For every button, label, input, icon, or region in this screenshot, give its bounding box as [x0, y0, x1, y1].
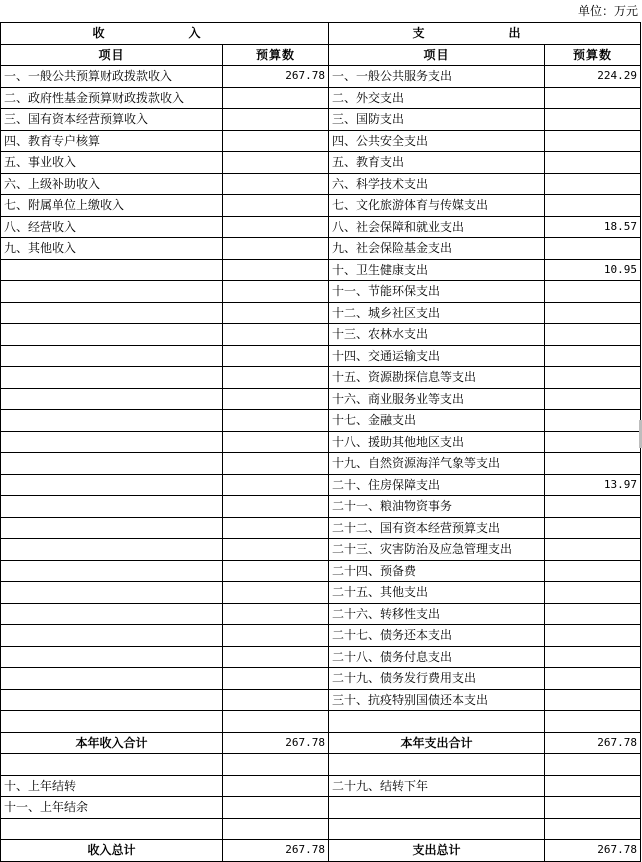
table-row — [1, 238, 641, 260]
income-budget-cell — [223, 689, 329, 711]
income-budget-cell — [223, 388, 329, 410]
expense-item-cell: 十四、交通运输支出 — [329, 345, 545, 367]
income-budget-cell — [223, 259, 329, 281]
income-item-cell: 六、上级补助收入 — [1, 173, 223, 195]
expense-item-cell: 二十、住房保障支出 — [329, 474, 545, 496]
table-row — [1, 775, 641, 797]
income-item-cell: 五、事业收入 — [1, 152, 223, 174]
expense-item-cell: 十二、城乡社区支出 — [329, 302, 545, 324]
income-item-cell — [1, 646, 223, 668]
expense-budget-cell — [545, 496, 641, 518]
expense-budget-header: 预算数 — [545, 44, 641, 66]
budget-table — [0, 22, 641, 862]
table-row — [1, 582, 641, 604]
income-item-cell: 二、政府性基金预算财政拨款收入 — [1, 87, 223, 109]
income-budget-cell — [223, 603, 329, 625]
table-row — [1, 754, 641, 776]
table-row — [1, 324, 641, 346]
expense-budget-cell: 224.29 — [545, 66, 641, 88]
income-budget-cell — [223, 302, 329, 324]
table-row — [1, 281, 641, 303]
income-item-cell: 三、国有资本经营预算收入 — [1, 109, 223, 131]
income-budget-cell — [223, 582, 329, 604]
table-row — [1, 474, 641, 496]
income-item-cell — [1, 754, 223, 776]
expense-item-cell: 十八、援助其他地区支出 — [329, 431, 545, 453]
income-budget-cell — [223, 431, 329, 453]
income-item-cell — [1, 302, 223, 324]
table-row — [1, 66, 641, 88]
income-budget-cell — [223, 324, 329, 346]
expense-budget-cell — [545, 603, 641, 625]
income-item-cell — [1, 560, 223, 582]
expense-item-cell: 二十六、转移性支出 — [329, 603, 545, 625]
expense-budget-cell — [545, 109, 641, 131]
expense-item-cell: 二十三、灾害防治及应急管理支出 — [329, 539, 545, 561]
income-item-cell: 四、教育专户核算 — [1, 130, 223, 152]
income-budget-cell — [223, 517, 329, 539]
table-row — [1, 388, 641, 410]
expense-budget-cell — [545, 87, 641, 109]
income-budget-cell — [223, 496, 329, 518]
income-item-cell — [1, 453, 223, 475]
expense-item-cell — [329, 797, 545, 819]
income-budget-cell — [223, 818, 329, 840]
income-item-cell — [1, 539, 223, 561]
expense-item-cell: 二十五、其他支出 — [329, 582, 545, 604]
table-row — [1, 345, 641, 367]
table-row — [1, 539, 641, 561]
expense-budget-cell — [545, 582, 641, 604]
table-row — [1, 410, 641, 432]
expense-item-cell: 七、文化旅游体育与传媒支出 — [329, 195, 545, 217]
income-item-cell — [1, 582, 223, 604]
expense-item-cell — [329, 711, 545, 733]
expense-budget-cell — [545, 367, 641, 389]
table-row — [1, 431, 641, 453]
income-budget-cell: 267.78 — [223, 66, 329, 88]
income-item-cell — [1, 603, 223, 625]
year-total-row-income-value: 267.78 — [223, 732, 329, 754]
income-budget-cell — [223, 539, 329, 561]
expense-item-cell: 三、国防支出 — [329, 109, 545, 131]
expense-budget-cell — [545, 539, 641, 561]
income-item-cell — [1, 431, 223, 453]
expense-item-cell: 二、外交支出 — [329, 87, 545, 109]
income-section-header: 收 入 — [1, 23, 329, 45]
income-budget-cell — [223, 646, 329, 668]
income-item-cell — [1, 410, 223, 432]
income-item-cell: 一、一般公共预算财政拨款收入 — [1, 66, 223, 88]
expense-item-cell: 三十、抗疫特别国债还本支出 — [329, 689, 545, 711]
expense-budget-cell — [545, 560, 641, 582]
income-item-cell — [1, 259, 223, 281]
income-budget-cell — [223, 367, 329, 389]
expense-item-cell: 二十八、债务付息支出 — [329, 646, 545, 668]
table-row — [1, 216, 641, 238]
table-row — [1, 496, 641, 518]
expense-budget-cell — [545, 517, 641, 539]
grand-total-row-income-label: 收入总计 — [1, 840, 223, 862]
expense-budget-cell — [545, 173, 641, 195]
table-row — [1, 797, 641, 819]
year-total-row-expense-label: 本年支出合计 — [329, 732, 545, 754]
table-row — [1, 453, 641, 475]
expense-item-cell: 八、社会保障和就业支出 — [329, 216, 545, 238]
expense-item-cell: 十六、商业服务业等支出 — [329, 388, 545, 410]
expense-item-cell: 六、科学技术支出 — [329, 173, 545, 195]
income-budget-cell — [223, 668, 329, 690]
income-item-header: 项目 — [1, 44, 223, 66]
income-budget-cell — [223, 474, 329, 496]
expense-item-cell: 十一、节能环保支出 — [329, 281, 545, 303]
expense-budget-cell — [545, 797, 641, 819]
income-item-cell — [1, 711, 223, 733]
expense-budget-cell — [545, 324, 641, 346]
income-item-cell: 七、附属单位上缴收入 — [1, 195, 223, 217]
table-row — [1, 173, 641, 195]
expense-budget-cell — [545, 453, 641, 475]
expense-item-cell: 十七、金融支出 — [329, 410, 545, 432]
income-item-cell — [1, 818, 223, 840]
income-item-cell: 八、经营收入 — [1, 216, 223, 238]
income-item-cell — [1, 496, 223, 518]
year-total-row-income-label: 本年收入合计 — [1, 732, 223, 754]
income-budget-cell — [223, 797, 329, 819]
income-item-cell: 九、其他收入 — [1, 238, 223, 260]
expense-item-cell: 十三、农林水支出 — [329, 324, 545, 346]
table-row — [1, 560, 641, 582]
expense-budget-cell — [545, 152, 641, 174]
income-item-cell — [1, 324, 223, 346]
expense-budget-cell — [545, 625, 641, 647]
expense-item-cell: 二十四、预备费 — [329, 560, 545, 582]
income-budget-cell — [223, 775, 329, 797]
grand-total-row-expense-label: 支出总计 — [329, 840, 545, 862]
expense-item-cell: 十五、资源勘探信息等支出 — [329, 367, 545, 389]
income-item-cell — [1, 474, 223, 496]
income-budget-cell — [223, 560, 329, 582]
table-row — [1, 259, 641, 281]
expense-budget-cell — [545, 754, 641, 776]
expense-budget-cell: 18.57 — [545, 216, 641, 238]
income-budget-cell — [223, 130, 329, 152]
income-budget-cell — [223, 281, 329, 303]
table-row — [1, 152, 641, 174]
unit-label: 单位：万元 — [577, 4, 638, 18]
expense-item-cell: 一、一般公共服务支出 — [329, 66, 545, 88]
income-item-cell — [1, 388, 223, 410]
income-item-cell — [1, 689, 223, 711]
income-item-cell — [1, 367, 223, 389]
income-budget-header: 预算数 — [223, 44, 329, 66]
expense-budget-cell — [545, 668, 641, 690]
income-budget-cell — [223, 109, 329, 131]
section-header-row — [1, 23, 641, 45]
table-row — [1, 668, 641, 690]
expense-budget-cell — [545, 818, 641, 840]
grand-total-row-expense-value: 267.78 — [545, 840, 641, 862]
expense-budget-cell: 10.95 — [545, 259, 641, 281]
income-item-cell — [1, 517, 223, 539]
year-total-row — [1, 732, 641, 754]
grand-total-row-income-value: 267.78 — [223, 840, 329, 862]
income-budget-cell — [223, 410, 329, 432]
income-budget-cell — [223, 711, 329, 733]
expense-budget-cell — [545, 238, 641, 260]
expense-budget-cell — [545, 775, 641, 797]
income-budget-cell — [223, 195, 329, 217]
table-row — [1, 517, 641, 539]
expense-budget-cell — [545, 195, 641, 217]
expense-budget-cell — [545, 388, 641, 410]
table-row — [1, 818, 641, 840]
income-budget-cell — [223, 625, 329, 647]
table-row — [1, 689, 641, 711]
table-row — [1, 367, 641, 389]
income-budget-cell — [223, 216, 329, 238]
table-row — [1, 87, 641, 109]
income-item-cell — [1, 345, 223, 367]
expense-item-cell: 十九、自然资源海洋气象等支出 — [329, 453, 545, 475]
table-row — [1, 109, 641, 131]
table-row — [1, 603, 641, 625]
expense-budget-cell: 13.97 — [545, 474, 641, 496]
expense-budget-cell — [545, 130, 641, 152]
table-row — [1, 302, 641, 324]
expense-item-header: 项目 — [329, 44, 545, 66]
expense-item-cell — [329, 754, 545, 776]
expense-item-cell: 二十二、国有资本经营预算支出 — [329, 517, 545, 539]
expense-item-cell — [329, 818, 545, 840]
table-row — [1, 130, 641, 152]
expense-item-cell: 十、卫生健康支出 — [329, 259, 545, 281]
expense-item-cell: 二十七、债务还本支出 — [329, 625, 545, 647]
table-row — [1, 646, 641, 668]
income-item-cell — [1, 625, 223, 647]
table-row — [1, 195, 641, 217]
column-header-row — [1, 44, 641, 66]
income-budget-cell — [223, 152, 329, 174]
expense-item-cell: 二十一、粮油物资事务 — [329, 496, 545, 518]
income-budget-cell — [223, 87, 329, 109]
expense-item-cell: 二十九、债务发行费用支出 — [329, 668, 545, 690]
expense-item-cell: 五、教育支出 — [329, 152, 545, 174]
expense-budget-cell — [545, 689, 641, 711]
expense-item-cell: 四、公共安全支出 — [329, 130, 545, 152]
expense-budget-cell — [545, 281, 641, 303]
income-budget-cell — [223, 754, 329, 776]
income-item-cell — [1, 668, 223, 690]
income-item-cell: 十、上年结转 — [1, 775, 223, 797]
income-budget-cell — [223, 173, 329, 195]
income-item-cell — [1, 281, 223, 303]
expense-item-cell: 二十九、结转下年 — [329, 775, 545, 797]
expense-item-cell: 九、社会保险基金支出 — [329, 238, 545, 260]
expense-budget-cell — [545, 431, 641, 453]
income-item-cell: 十一、上年结余 — [1, 797, 223, 819]
expense-budget-cell — [545, 345, 641, 367]
table-row — [1, 711, 641, 733]
income-budget-cell — [223, 453, 329, 475]
expense-budget-cell — [545, 410, 641, 432]
income-budget-cell — [223, 345, 329, 367]
expense-budget-cell — [545, 711, 641, 733]
expense-section-header: 支 出 — [329, 23, 641, 45]
year-total-row-expense-value: 267.78 — [545, 732, 641, 754]
income-budget-cell — [223, 238, 329, 260]
expense-budget-cell — [545, 302, 641, 324]
expense-budget-cell — [545, 646, 641, 668]
table-row — [1, 625, 641, 647]
